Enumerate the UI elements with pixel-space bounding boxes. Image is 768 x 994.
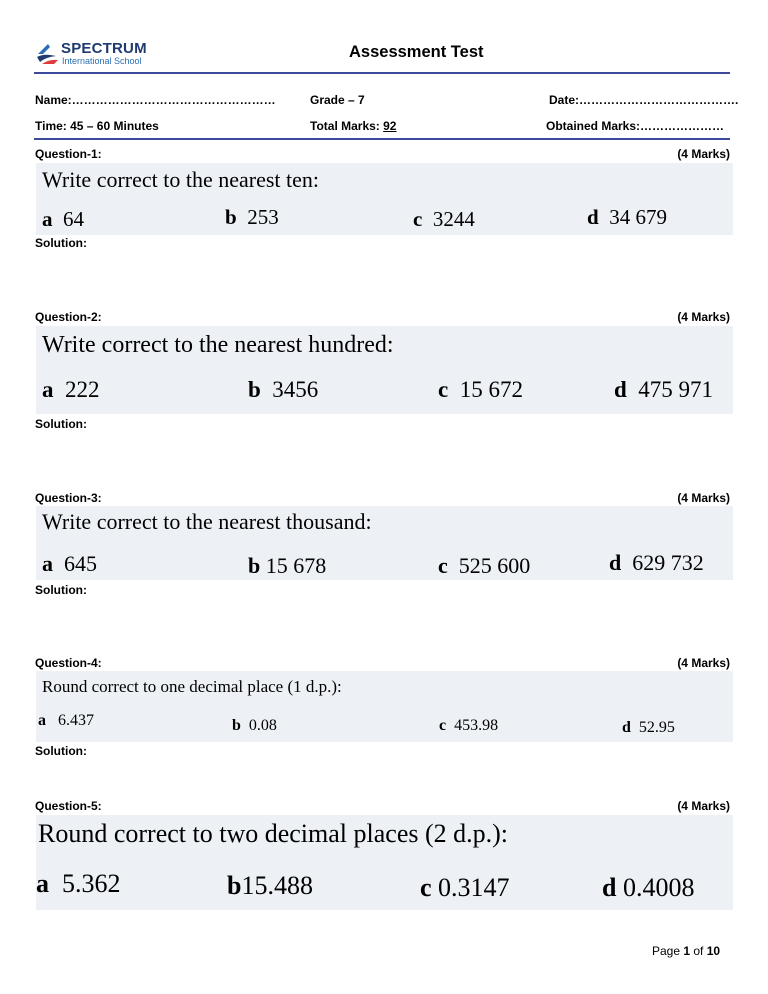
question-3-label: Question-3: bbox=[35, 491, 102, 505]
part-value: 453.98 bbox=[454, 717, 499, 734]
part-letter: d bbox=[602, 873, 617, 902]
part-value: 64 bbox=[63, 207, 84, 231]
part-letter: c bbox=[420, 873, 432, 902]
question-4-solution: Solution: bbox=[35, 744, 87, 758]
question-2-solution: Solution: bbox=[35, 417, 87, 431]
question-2-prompt: Write correct to the nearest hundred: bbox=[42, 332, 394, 358]
question-5-label: Question-5: bbox=[35, 799, 102, 813]
part-letter: a bbox=[38, 712, 46, 729]
logo-subtitle: International School bbox=[62, 56, 142, 66]
question-3-part-c bbox=[438, 553, 530, 579]
question-4-part-d bbox=[622, 719, 675, 737]
part-letter: b bbox=[232, 717, 241, 734]
part-value: 6.437 bbox=[58, 712, 94, 729]
question-5-box bbox=[36, 815, 733, 910]
question-1-part-a bbox=[42, 207, 84, 232]
question-1-box bbox=[36, 163, 733, 235]
part-value: 15.488 bbox=[241, 871, 313, 900]
question-1-solution: Solution: bbox=[35, 236, 87, 250]
part-value: 5.362 bbox=[62, 869, 121, 898]
question-2-label: Question-2: bbox=[35, 310, 102, 324]
question-3-solution: Solution: bbox=[35, 583, 87, 597]
part-letter: b bbox=[248, 553, 261, 578]
question-2-part-c bbox=[438, 377, 523, 403]
part-letter: a bbox=[42, 207, 53, 231]
question-5-part-d bbox=[602, 873, 694, 903]
question-5-part-a bbox=[36, 869, 121, 899]
part-letter: a bbox=[36, 869, 49, 898]
time-label: Time: 45 – 60 Minutes bbox=[35, 119, 159, 133]
part-letter: d bbox=[587, 205, 599, 229]
question-5-part-b bbox=[227, 871, 313, 901]
page-current: 1 bbox=[683, 944, 691, 958]
part-letter: a bbox=[42, 377, 54, 402]
part-letter: c bbox=[413, 207, 423, 231]
part-value: 34 679 bbox=[609, 205, 667, 229]
question-1-prompt: Write correct to the nearest ten: bbox=[42, 167, 320, 192]
school-logo bbox=[34, 40, 154, 68]
question-2-box bbox=[36, 326, 733, 414]
question-4-prompt: Round correct to one decimal place (1 d.p.): bbox=[42, 677, 342, 696]
part-letter: b bbox=[225, 205, 237, 229]
part-letter: c bbox=[438, 553, 448, 578]
question-4-part-c bbox=[439, 717, 498, 735]
total-marks bbox=[310, 119, 396, 133]
part-value: 0.4008 bbox=[622, 873, 695, 902]
question-5-prompt: Round correct to two decimal places (2 d.p.): bbox=[38, 819, 509, 848]
part-value: 0.3147 bbox=[438, 873, 510, 902]
part-value: 645 bbox=[64, 551, 97, 576]
part-letter: d bbox=[614, 377, 627, 402]
part-letter: b bbox=[227, 871, 242, 900]
question-2-part-b bbox=[248, 377, 318, 403]
question-3-part-b bbox=[248, 553, 326, 579]
info-divider bbox=[34, 138, 730, 140]
part-value: 15 672 bbox=[459, 377, 523, 402]
part-value: 15 678 bbox=[265, 553, 327, 578]
part-letter: d bbox=[622, 719, 631, 736]
question-4-box bbox=[36, 671, 733, 742]
part-letter: c bbox=[438, 377, 449, 402]
part-letter: d bbox=[609, 550, 622, 575]
question-1-part-c bbox=[413, 207, 475, 232]
question-1-part-b bbox=[225, 205, 279, 230]
part-value: 3456 bbox=[272, 377, 319, 402]
question-4-label: Question-4: bbox=[35, 656, 102, 670]
question-4-part-b bbox=[232, 717, 277, 735]
question-2-part-d bbox=[614, 377, 713, 403]
total-marks-value: 92 bbox=[383, 119, 397, 133]
part-value: 52.95 bbox=[638, 719, 675, 736]
part-letter: b bbox=[248, 377, 261, 402]
grade-label: Grade – 7 bbox=[310, 93, 365, 107]
obtained-marks-field: Obtained Marks:………………… bbox=[546, 119, 725, 133]
question-2-part-a bbox=[42, 377, 100, 403]
question-4-part-a bbox=[38, 712, 94, 730]
question-3-prompt: Write correct to the nearest thousand: bbox=[42, 509, 372, 534]
page-prefix: Page bbox=[652, 944, 684, 958]
question-5-marks: (4 Marks) bbox=[677, 799, 730, 813]
question-1-label: Question-1: bbox=[35, 147, 102, 161]
header-divider bbox=[34, 72, 730, 74]
document-title: Assessment Test bbox=[349, 43, 484, 61]
part-value: 0.08 bbox=[248, 717, 277, 734]
page-number bbox=[652, 944, 720, 958]
part-value: 475 971 bbox=[638, 377, 714, 402]
question-3-marks: (4 Marks) bbox=[677, 491, 730, 505]
part-letter: a bbox=[42, 551, 53, 576]
part-value: 629 732 bbox=[632, 550, 704, 575]
name-field: Name:…………………………………………… bbox=[35, 93, 276, 107]
page-total: 10 bbox=[706, 944, 721, 958]
question-5-part-c bbox=[420, 873, 510, 903]
date-field: Date:…………………………………. bbox=[549, 93, 739, 107]
part-value: 3244 bbox=[432, 207, 475, 231]
page-of: of bbox=[690, 944, 707, 958]
question-3-part-d bbox=[609, 550, 704, 576]
question-4-marks: (4 Marks) bbox=[677, 656, 730, 670]
question-1-part-d bbox=[587, 205, 667, 230]
part-value: 222 bbox=[65, 377, 100, 402]
spectrum-logo-icon bbox=[34, 42, 60, 66]
total-marks-label: Total Marks: bbox=[310, 119, 384, 133]
part-value: 253 bbox=[247, 205, 279, 229]
question-1-marks: (4 Marks) bbox=[677, 147, 730, 161]
question-2-marks: (4 Marks) bbox=[677, 310, 730, 324]
logo-title: SPECTRUM bbox=[61, 40, 147, 57]
question-3-box bbox=[36, 506, 733, 580]
question-3-part-a bbox=[42, 551, 97, 577]
part-letter: c bbox=[439, 717, 447, 734]
part-value: 525 600 bbox=[458, 553, 531, 578]
